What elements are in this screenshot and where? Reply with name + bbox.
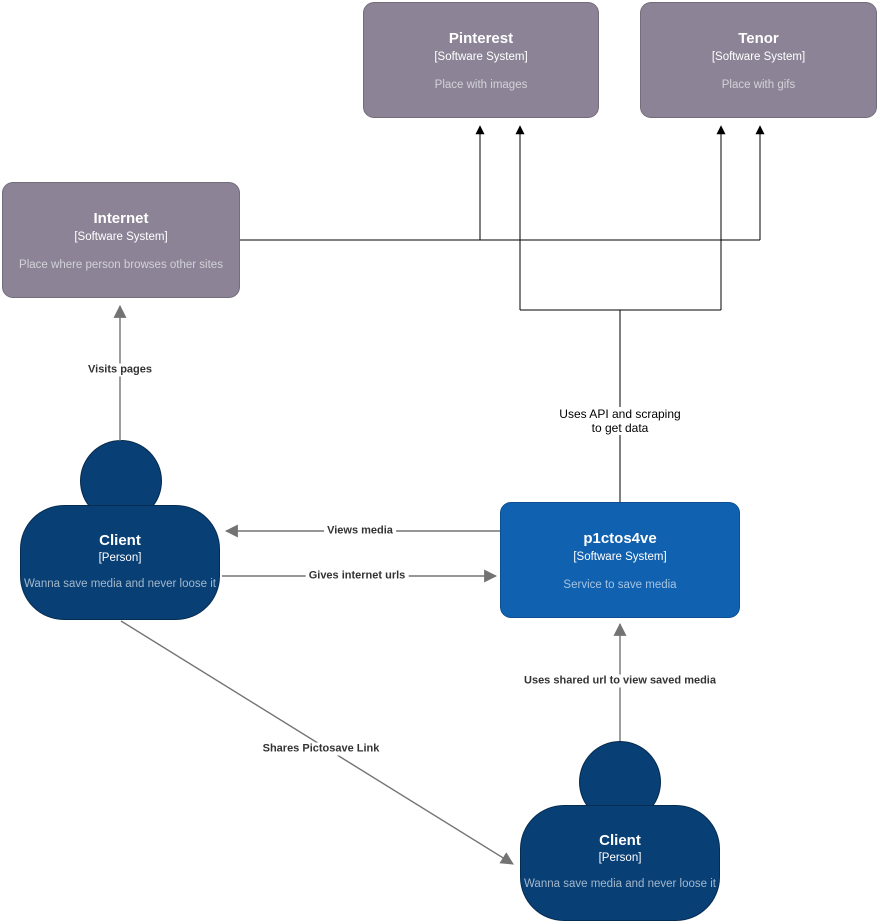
node-description: Place with gifs <box>721 79 796 91</box>
edge-label-gives-urls: Gives internet urls <box>306 570 409 583</box>
node-meta: [Software System] <box>434 51 528 63</box>
node-description: Wanna save media and never loose it <box>24 578 216 590</box>
edge-label-shares-link: Shares Pictosave Link <box>260 743 383 756</box>
edge-label-visits-pages: Visits pages <box>85 364 155 377</box>
edge-label-views-media: Views media <box>324 525 396 538</box>
edge-label-uses-api-line1: Uses API and scraping <box>559 407 681 421</box>
edge-label-uses-api <box>556 407 683 435</box>
node-pinterest <box>363 2 599 118</box>
node-title: Pinterest <box>448 30 514 47</box>
node-meta: [Software System] <box>74 231 168 243</box>
node-description: Service to save media <box>563 579 677 591</box>
person-body <box>20 505 220 620</box>
node-internet <box>2 182 240 298</box>
node-title: Client <box>599 832 641 849</box>
node-meta: [Software System] <box>711 51 806 63</box>
edge-label-uses-api-line2: to get data <box>591 421 649 435</box>
node-meta: [Person] <box>598 852 642 864</box>
person-body <box>520 805 720 921</box>
edge-label-uses-shared-url: Uses shared url to view saved media <box>521 675 719 688</box>
node-title: p1ctos4ve <box>583 530 657 547</box>
node-tenor <box>640 2 877 118</box>
node-description: Place with images <box>434 79 528 91</box>
node-p1ctos4ve <box>500 502 740 618</box>
node-meta: [Person] <box>98 552 142 564</box>
node-meta: [Software System] <box>573 551 667 563</box>
node-title: Internet <box>93 210 149 227</box>
node-description: Place where person browses other sites <box>19 259 223 271</box>
node-title: Client <box>99 532 141 549</box>
node-description: Wanna save media and never loose it <box>524 878 716 890</box>
node-title: Tenor <box>738 30 779 47</box>
